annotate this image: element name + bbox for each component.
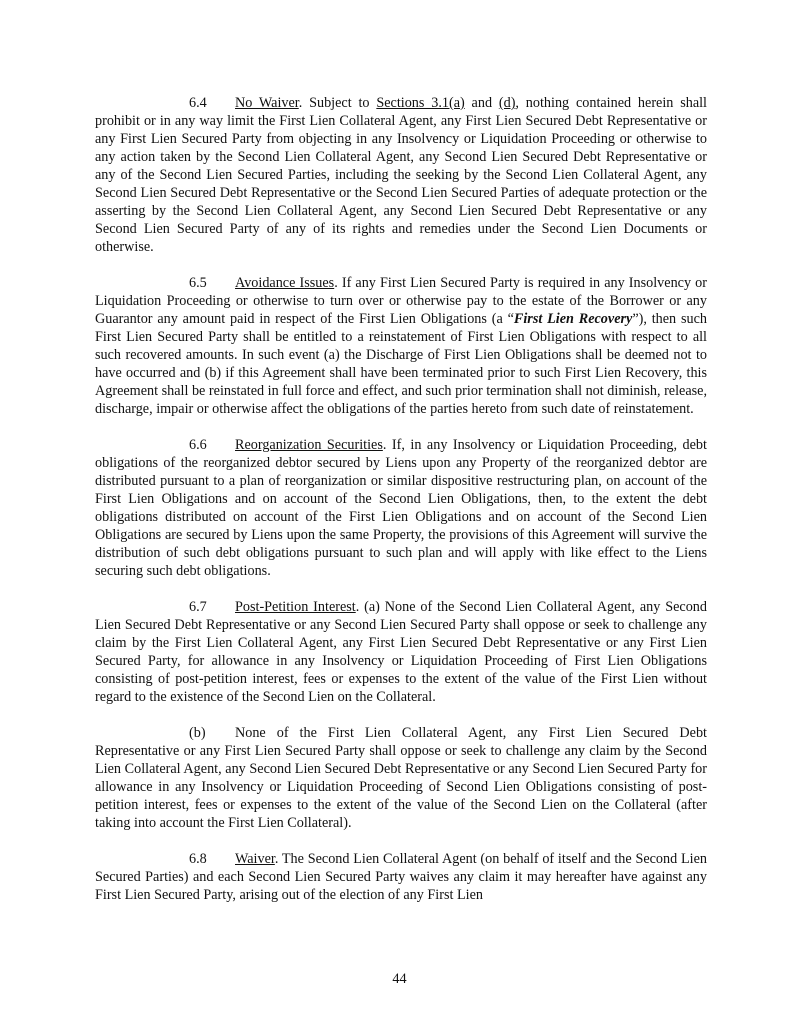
- section-body: . If, in any Insolvency or Liquidation Proceeding, debt obligations of the reorganized debtor secured by Liens upon any Property of the reorganized debtor are distributed pursuant to a plan of reorganization or similar dispositive restructuring plan, on account of the First Lien Obligations and on account of the Second Lien Obligations, then, to the extent the debt obligations distributed on account of the First Lien Obligations and on account of the Second Lien Obligations are secured by Liens upon the same Property, the provisions of this Agreement will survive the distribution of such debt obligations pursuant to such plan and will apply with like effect to the Liens securing such debt obligations.: [95, 437, 707, 579]
- section-heading: No Waiver: [235, 95, 299, 111]
- section-heading: Reorganization Securities: [235, 437, 383, 453]
- subsection-number: (b): [189, 725, 206, 741]
- section-number: 6.7: [189, 599, 207, 615]
- section-6-7-b: [95, 724, 707, 832]
- section-number: 6.8: [189, 851, 207, 867]
- section-body: None of the First Lien Collateral Agent, any First Lien Secured Debt Representative or any First Lien Secured Party shall oppose or seek to challenge any claim by the Second Lien Collateral Agent, any Second Lien Secured Debt Representative or any Second Lien Secured Party for allowance in any Insolvency or Liquidation Proceeding of Second Lien Obligations consisting of post-petition interest, fees or expenses to the extent of the value of the Second Lien on the Collateral (after taking into account the First Lien Collateral).: [95, 725, 707, 831]
- page-number: 44: [392, 971, 407, 987]
- document-page: [95, 94, 707, 922]
- section-number: 6.6: [189, 437, 207, 453]
- section-body: ”), then such First Lien Secured Party shall be entitled to a reinstatement of First Lien Obligations with respect to all such recovered amounts. In such event (a) the Discharge of First Lien Obligations shall be deemed not to have occurred and (b) if this Agreement shall have been terminated prior to such First Lien Recovery, this Agreement shall be reinstated in full force and effect, and such prior termination shall not diminish, release, discharge, impair or otherwise affect the obligations of the parties hereto from such date of reinstatement.: [95, 311, 707, 417]
- section-reference: Sections 3.1(a): [376, 95, 465, 111]
- section-body: . If any First Lien Secured Party is required in any Insolvency or Liquidation Proceeding or otherwise to turn over or otherwise pay to the estate of the Borrower or any Guarantor any amount paid in respect of the First Lien Obligations (a “: [95, 275, 707, 327]
- defined-term: First Lien Recovery: [513, 311, 633, 327]
- section-heading: Post-Petition Interest: [235, 599, 356, 615]
- section-body: . (a) None of the Second Lien Collateral Agent, any Second Lien Secured Debt Representative or any Second Lien Secured Party shall oppose or seek to challenge any claim by the First Lien Collateral Agent, any First Lien Secured Debt Representative or any First Lien Secured Party, for allowance in any Insolvency or Liquidation Proceeding of First Lien Obligations consisting of post-petition interest, fees or expenses to the extent of the value of the First Lien without regard to the existence of the Second Lien on the Collateral.: [95, 599, 707, 705]
- section-body: . The Second Lien Collateral Agent (on behalf of itself and the Second Lien Secured Parties) and each Second Lien Secured Party waives any claim it may hereafter have against any First Lien Secured Party, arising out of the election of any First Lien: [95, 851, 707, 903]
- section-number: 6.5: [189, 275, 207, 291]
- section-number: 6.4: [189, 95, 207, 111]
- section-6-6: [95, 436, 707, 580]
- section-reference: (d): [498, 95, 516, 111]
- section-heading: Waiver: [235, 851, 275, 867]
- section-6-8: [95, 850, 707, 904]
- section-heading: Avoidance Issues: [235, 275, 335, 291]
- section-6-5: [95, 274, 707, 418]
- section-6-7: [95, 598, 707, 706]
- section-body: , nothing contained herein shall prohibit or in any way limit the First Lien Collateral Agent, any First Lien Secured Debt Representative or any First Lien Secured Party from objecting in any Insolvency or Liquidation Proceeding or otherwise to any action taken by the Second Lien Collateral Agent, any Second Lien Secured Debt Representative or any of the Second Lien Secured Parties, including the seeking by the Second Lien Collateral Agent, any Second Lien Secured Debt Representative or the Second Lien Secured Parties of adequate protection or the asserting by the Second Lien Collateral Agent, any Second Lien Secured Debt Representative or any Second Lien Secured Party of any of its rights and remedies under the Second Lien Documents or otherwise.: [95, 95, 707, 255]
- section-6-4: 6.4 No Waiver. Subject to Sections 3.1(a) and (d), nothing contained herein shall prohibit or in any way limit the First Lien Collateral Agent, any First Lien Secured Debt Representative or any First Lien Secured Party from objecting in any Insolvency or Liquidation Proceeding or otherwise to any action taken by the Second Lien Collateral Agent, any Second Lien Secured Debt Representative or any of the Second Lien Secured Parties, including the seeking by the Second Lien Collateral Agent, any Second Lien Secured Debt Representative or the Second Lien Secured Parties of adequate protection or the asserting by the Second Lien Collateral Agent, any Second Lien Secured Debt Representative or any Second Lien Secured Party of any of its rights and remedies under the Second Lien Documents or otherwise.: [95, 95, 707, 255]
